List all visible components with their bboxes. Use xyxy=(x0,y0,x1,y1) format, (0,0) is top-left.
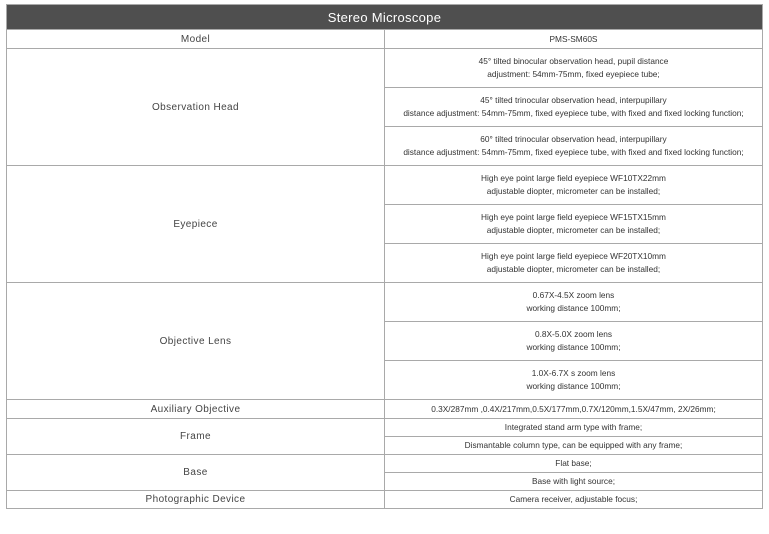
spec-table xyxy=(6,4,763,509)
objective-lens-label: Objective Lens xyxy=(7,283,385,400)
objective-lens-option xyxy=(385,361,763,400)
auxiliary-objective-value: 0.3X/287mm ,0.4X/217mm,0.5X/177mm,0.7X/120mm,1.5X/47mm, 2X/26mm; xyxy=(385,400,763,419)
observation-head-label: Observation Head xyxy=(7,49,385,166)
option-line: High eye point large field eyepiece WF15TX15mm xyxy=(481,212,666,222)
option-line: adjustable diopter, micrometer can be installed; xyxy=(486,186,661,196)
auxiliary-objective-row xyxy=(7,400,763,419)
model-value: PMS-SM60S xyxy=(385,30,763,49)
option-line: 45° tilted binocular observation head, pupil distance xyxy=(478,56,669,66)
eyepiece-option xyxy=(385,244,763,283)
photographic-device-label: Photographic Device xyxy=(7,491,385,509)
option-line: working distance 100mm; xyxy=(526,303,621,313)
eyepiece-option xyxy=(385,205,763,244)
frame-option: Integrated stand arm type with frame; xyxy=(385,419,763,437)
option-line: working distance 100mm; xyxy=(526,342,621,352)
option-line: distance adjustment: 54mm-75mm, fixed eyepiece tube, with fixed and fixed locking function; xyxy=(403,108,744,118)
eyepiece-option xyxy=(385,166,763,205)
option-line: 1.0X-6.7X s zoom lens xyxy=(531,368,616,378)
option-line: 45° tilted trinocular observation head, interpupillary xyxy=(480,95,667,105)
objective-lens-option xyxy=(385,283,763,322)
base-row xyxy=(7,455,763,473)
option-line: High eye point large field eyepiece WF10TX22mm xyxy=(481,173,666,183)
eyepiece-label: Eyepiece xyxy=(7,166,385,283)
auxiliary-objective-label: Auxiliary Objective xyxy=(7,400,385,419)
option-line: adjustable diopter, micrometer can be installed; xyxy=(486,225,661,235)
model-label: Model xyxy=(7,30,385,49)
model-row xyxy=(7,30,763,49)
observation-head-row xyxy=(7,49,763,88)
option-line: working distance 100mm; xyxy=(526,381,621,391)
option-line: adjustment: 54mm-75mm, fixed eyepiece tube; xyxy=(487,69,660,79)
observation-head-option xyxy=(385,88,763,127)
option-line: 0.8X-5.0X zoom lens xyxy=(534,329,613,339)
observation-head-option xyxy=(385,127,763,166)
option-line: adjustable diopter, micrometer can be installed; xyxy=(486,264,661,274)
option-line: 60° tilted trinocular observation head, interpupillary xyxy=(480,134,667,144)
objective-lens-option xyxy=(385,322,763,361)
frame-option: Dismantable column type, can be equipped with any frame; xyxy=(385,437,763,455)
observation-head-option xyxy=(385,49,763,88)
option-line: distance adjustment: 54mm-75mm, fixed eyepiece tube, with fixed and fixed locking function; xyxy=(403,147,744,157)
table-title: Stereo Microscope xyxy=(7,5,763,30)
objective-lens-row xyxy=(7,283,763,322)
eyepiece-row xyxy=(7,166,763,205)
option-line: 0.67X-4.5X zoom lens xyxy=(532,290,615,300)
base-option: Base with light source; xyxy=(385,473,763,491)
frame-row xyxy=(7,419,763,437)
title-row xyxy=(7,5,763,30)
option-line: High eye point large field eyepiece WF20TX10mm xyxy=(481,251,666,261)
base-option: Flat base; xyxy=(385,455,763,473)
base-label: Base xyxy=(7,455,385,491)
frame-label: Frame xyxy=(7,419,385,455)
photographic-device-row xyxy=(7,491,763,509)
photographic-device-value: Camera receiver, adjustable focus; xyxy=(385,491,763,509)
